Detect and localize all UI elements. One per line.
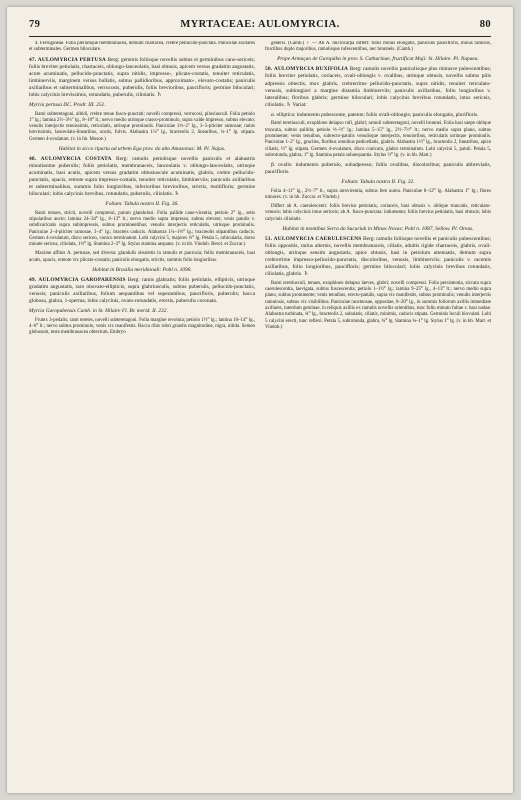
habitat-note: Habitat in montibus Serra do Sucuriuh in Minas Novas: Pohl n. 1087, Sellow. Pl. Oreas. [282, 225, 474, 232]
species-name: 49. AULOMYRCIA GAROPARENSIS [29, 276, 126, 283]
description-paragraph: Frutex 3-pedalis; rami teretes, novelli subteretagoni. Folia margine revoluta; petiolo 1½‴ lg.; lamina 10–14‴ lg., 4–6‴ lt.; nervo subtus prominulo, venis vix manifestis. Bacca ribis rubri grandis magnitudine, nigra, nitida. Semen globosum, testa membranacea obtectum. Embryo [29, 317, 255, 336]
right-column [265, 41, 491, 783]
species-entry [29, 277, 255, 305]
habitat-note: Habitat in sicco riparia ad urbem Ega prov. do alto Amazonas: M. Pl. Najas. [58, 145, 226, 152]
variety-paragraph: β. ovalis: indumento puberulo, subadpresso; foliis ovalibus, discoloribus; paniculis abbreviatis, paucifloris. [265, 161, 491, 175]
habitat-note: Folium: Tabula nostra II. Fig. 36. [105, 200, 179, 207]
species-entry [265, 236, 491, 278]
left-column [29, 41, 255, 783]
species-name: 47. AULOMYRCIA PERTUSA [29, 56, 106, 63]
page-number-right: 80 [479, 19, 491, 30]
running-header [29, 19, 491, 33]
header-rule [29, 36, 491, 37]
species-description: Berg: gemmis foliisque novellis subtus et germinibus cano-sericeis; foliis breviter petiolatis, chartaceis, oblongo-lanceolatis, basi obtusis, apicem versus gradatim angustatis, acute acuminatis, pellucido-punctatis, supra nitidis, impresso-, plicato-costatis, tenuiter reticulatis, limbinerviis, marginem versus bullatis, subtus pallidioribus, approximato-, elevato-costatis; paniculis axillaribus et subterminalibus, verrucosis, puberulis, foliis brevioribus, paucifloris; germine biloculari; lobis calycinis brevissimis, rotundatis, puberulis, ciliolatis. ♄ [29, 56, 255, 98]
species-description: Berg: ramulis petiolisque novellis paniculis et alabastris minutissime puberulis; foliis petiolatis, membranaceis, lanceolatis v. oblongo-lanceolatis, utrinque acuminatis, basi acutis, apicem versus gradatim obtusiuscule acuminatis, glabris, crebre pellucido-punctatis, opacis, remote supra impresso-costatis, tenuiter reticulatis, limbinerviis; paniculis axillaribus et subterminalibus, summis folio longioribus, inferioribus brevioribus, strictis, multifloris; germine biloculari; lobis calycinis brevibus, rotundatis, puberulis, ciliolatis. ♄ [29, 155, 255, 198]
description-paragraph: Maxime affinis A. pertusae, sed diversa: glandulis obsoletis in ramulis et panicula; foliis membranaceis, basi acutis, opacis, remote vix plicato-costatis; paniculis elongatis, strictis, summis folio longioribus. [29, 251, 255, 263]
book-page [7, 7, 513, 793]
description-paragraph: 4. Ferrugineae. Folia plerumque membranacea, demum chartacea, crebre pellucido-punctata. Paniculae axillares et subterminales. Germen biloculare. [29, 41, 255, 53]
description-paragraph: generis. (Camb.) ♀ — Ab A. microcarpa differt: foliis minus elongatis, paniculis paucifloris, minus ramosis, fructibus duplo majoribus, ramulisque rufescentibus, nec brunneis. (Camb.) [265, 41, 491, 53]
species-entry [29, 57, 255, 99]
description-paragraph: Rami tenues, stricti, novelli compressi, parum glandulosi. Folia pallide cano-virentia; petiolo 2‴ lg., setis stipularibus aucto; lamina 24–34‴ lg., 6–13‴ lt.; nervo medio supra impresso, subtus elevato; venis patulis v. subdivaricatis supra subimpressis, subtus prominentibus; venulis interjectis reticulatis, utrinque prominulis. Paniculae 2–4-pliciter ramosae, 3–4″ lg.; bracteis caducis. Alabastra 1¼–1⅓‴ lg.; bracteolis stipantibus caducis. Germen 4-ovulatum, disco sericeo, conico terminatum. Lobi calycini 5, majores ⅓‴ lg. Petala 5, orbicularia, dorso minute sericea, ciliolata, 1⅓‴ lg. Stamina 2–3‴ lg. Stylus stamina aequans. (v. in hb. Vindob. Berol. et Zuccar.) [29, 210, 255, 248]
species-entry [29, 156, 255, 198]
synonym-line: Myrcia Garopabensis Camb. in St. Hilaire Fl. Br. merid. II. 232. [29, 307, 168, 314]
habitat-note: Folium: Tabula nostra II. Fig. 32. [341, 178, 415, 185]
species-entry [265, 66, 491, 108]
species-name: 51. AULOMYRCIA CAERULESCENS [265, 235, 362, 242]
running-title: MYRTACEAE: AULOMYRCIA. [180, 19, 340, 30]
description-paragraph: Folia 4–11‴ lg., 2½–7‴ lt., supra atrovirentia, subtus fere aurea. Paniculae 8–12‴ lg. Alabastra 1‴ lg.; flores minores. (v. in hb. Zuccar. et Vindob.) [265, 188, 491, 200]
page-number-left: 79 [29, 19, 41, 30]
species-description: Berg: ramulis novellis paniculisque plus minusve pubescentibus; foliis breviter petiolatis, coriaceis, ovali-oblongis v. ovalibus, utrinque obtusis, novellis subtus pilis adpressis obtectis, mox glabris, crebrerrime pellucido-punctatis, supra nitidis, tenuiter reticulato-venosis, sublongiori a margine distantia limbinerviis; paniculis axillaribus, folio longioribus v. lateralibus; floribus glabris; germine biloculari; lobis calycinis brevibus rotundatis, intus sericeis, ciliolatis. ♄ Variat: [265, 66, 491, 108]
species-name: 50. AULOMYRCIA BUXIFOLIA [265, 66, 349, 73]
description-paragraph: Differt ab A. caerulescenti: foliis brevius petiolatis, coriaceis, basi obtusis v. oblique truncatis, reticulato-venosis; lobis calycinis intus sericeis; ab A. fusco-punctata: indumento; foliis brevius petiolatis, basi obtusis; lobis calycinis ciliolatis. [265, 204, 491, 222]
habitat-note: Habitat in Brasilia meridionali: Pohl n. 1090. [92, 266, 192, 273]
habitat-note: Prope Armaçao de Garopába in prov. S. Catharinae, fructificat Maji: St. Hilaire. Pl. Napaea. [277, 56, 479, 63]
synonym-line: Myrcia pertusa DC. Prodr. III. 251. [29, 101, 106, 108]
description-paragraph: Rami teretiusculi, tenues, exophloeo delapso laeves, glabri; novelli compressi. Folia persistentia, siccata supra caerulescentia, laevigata, subtus fuscescentia; petiolo 1–1½‴ lg.; lamina 9–25‴ lg., 4–13‴ lt.; nervo medio supra plano, subtus prominente; venis tenuibus, erecto-patulis, supra vix manifestis, subtus prominulis; venulis interjectis ramulosis, subtus vix visibilibus. Paniculae racemosae, oppositae, 8–20‴ lg., in summis foliorum axillis immediate axillares, interdum geminae, in reliquis axillis ex ramulis novellis orientibus, tunc folio minuto fultae v. basi nudae. Alabastra turbinata, ¾‴ lg., bracteolis 2, subulatis, ciliatis, minimis, caducis stipata. Germinis loculi biovulati. Lobi 5 calycini erecti, tunc reflexi. Petala 5, subrotunda, glabra, ¾‴ lg. Stamina ¾–1‴ lg. Stylus 1‴ lg. (v. in hb. Mart. et Vindob.) [265, 280, 491, 330]
species-name: 48. AULOMYRCIA COSTATA [29, 155, 112, 162]
species-description: Berg: ramis glabratis; foliis petiolatis, ellipticis, utrinque gradatim angustatis, raro obovato-ellipticis, supra glabriusculis, subtus puberulis, pellucido-punctatis, venosis; paniculis axillaribus, folium aequantibus vel superantibus, paucifloris, puberulis; bacca globosa, glabra, 1-sperma, lobis calycinis, ovato-rotundatis, erectis, puberulis coronata. [29, 276, 255, 304]
variety-paragraph: α. elliptica: indumento pubescente, patente; foliis ovali-oblongis; paniculis elongatis, plurifloris. [271, 111, 479, 118]
description-paragraph: Rami subteretagoni, albidi, crebre tenue fusco-punctati; novelli compressi, verrucosi, pilosiusculi. Folia petiolo 1‴ lg.; lamina 2½–3⅓″ lg., 8–10‴ lt.; nervo medio utrinque crasso-prominulo, supra valde impresso, subtus elevato; venulis interjectis tenuissimis, reticulatis, utrinque prominulis. Paniculae 1⅓–2″ lg., 3–5-pliciter ramosae; ramis brevissimis, lanceolato-linearibus, acutis, fulvis. Alabastra 1¼‴ lg., bracteolis 2, linearibus, ¼–1‴ lg. stipata. Germen 4-ovulatum. (v. in hb. Mosoe.) [29, 111, 255, 142]
species-description: Berg: ramulis foliisque novellis et paniculis pubescentibus; foliis oppositis, rarius alternis, novellis membranaceis, ciliatis, adultis rigide chartaceis, glabris, ovali-oblongis, utrinque sensim angustatis, apice obtusis, basi in petiolum attenuatis, demum supra crebrerrime impresso-pellucido-punctatis, discoloribus, venosis, limbinerviis; paniculis v. racemis axillaribus, folio longioribus, paucifloris; germine biloculari; lobis calycinis brevibus rotundatis, ciliolatis, glabris. ♄ [265, 235, 491, 278]
description-paragraph: Rami teretiusculi, exophloeo delapso rufi, glabri; ramuli subteretagoni, novelli brunnei. Folia basi saepe oblique truncata, subtus pallida; petiolo ⅓–⅔‴ lg.; lamina 5–15‴ lg., 2½–7½‴ lt.; nervo medio supra plano, subtus prominente; venis tenuibus, subrecto-patulis venulisque interjectis, tenuioribus, reticulatis utrinque prominulis. Paniculae 1–2″ lg., graciles, floribus omnibus pedicellatis, glabris. Alabastra 1⅓‴ lg., bracteolis 2, linearibus, apice ciliatis, ⅓‴ lg. stipata. Germen 4-ovulatum, disco conicum, glabro terminatum. Lobi calycini 5, patuli. Petala 5, subrotunda, glabra, 1‴ lg. Stamina petala subaequantia. Stylus ⅔‴ lg. (v. in hb. Mart.) [265, 121, 491, 158]
